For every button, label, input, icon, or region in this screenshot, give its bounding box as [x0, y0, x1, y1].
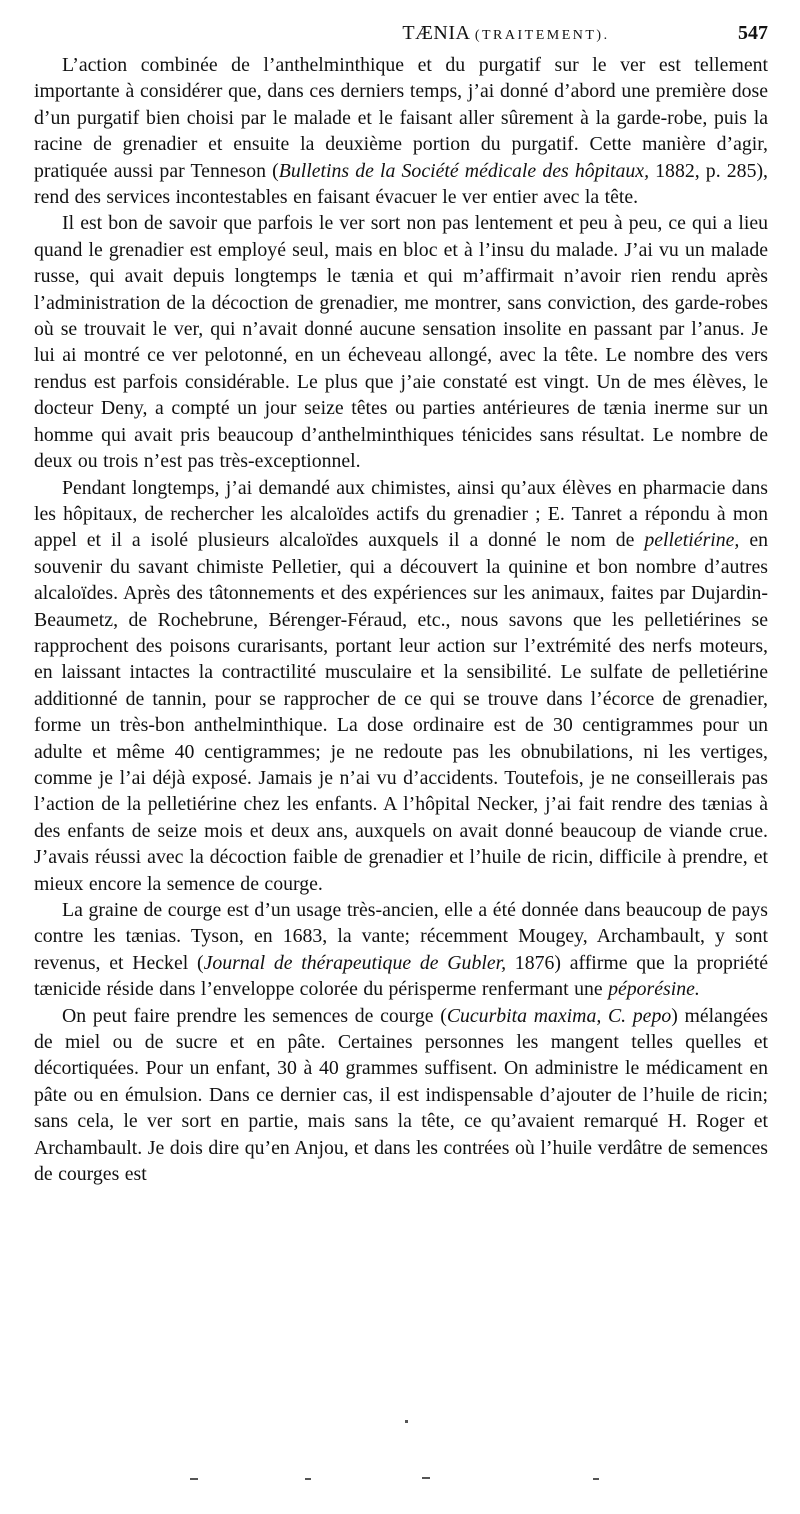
running-title [402, 22, 609, 45]
speck [593, 1478, 599, 1480]
text-run: en souvenir du savant chimiste Pelletier, qui a découvert la quinine et bon nombre d’autres alcaloïdes. Après des tâtonnements et des expériences sur les animaux, faites par Dujardin-Beaumetz, de Rochebrune, Bérenger-Féraud, etc., nous savons que les pelletiérines se rapprochent des poisons curarisants, portant leur action sur l’extrémité des nerfs moteurs, en laissant intactes la contractilité musculaire et la sensibilité. Le sulfate de pelletiérine additionné de tannin, pour se rapprocher de ce qui se trouve dans l’écorce de grenadier, forme un très-bon anthelminthique. La dose ordinaire est de 30 centigrammes pour un adulte et même 40 centigrammes; je ne redoute pas les obnubilations, ni les vertiges, comme je l’ai déjà exposé. Jamais je n’ai vu d’accidents. Toutefois, je ne conseillerais pas l’action de la pelletiérine chez les enfants. A l’hôpital Necker, j’ai fait rendre des tænias à des enfants de seize mois et deux ans, auxquels on avait donné beaucoup de viande crue. J’avais réussi avec la décoction faible de grenadier et l’huile de ricin, difficile à prendre, et mieux encore la semence de courge. [34, 529, 768, 895]
text-run: On peut faire prendre les semences de courge ( [62, 1004, 447, 1027]
page-specks [0, 1420, 800, 1500]
text-run: L’action combinée de l’anthelminthique et du purgatif sur le ver est tellement importante à considérer que, dans ces derniers temps, j’ai donné d’abord une première dose d’un purgatif bien choisi par le malade et le faisant aller sûrement à la garde-robe, puis la racine de grenadier et ensuite la deuxième portion du purgatif. Cette manière d’agir, pratiquée aussi par Tenneson ( [34, 54, 768, 182]
page-number: 547 [738, 22, 768, 44]
running-title-sub: (TRAITEMENT). [474, 28, 610, 43]
speck [305, 1478, 311, 1480]
paragraph [34, 52, 768, 210]
paragraph [34, 897, 768, 1003]
running-header [34, 22, 768, 50]
paragraph [34, 1003, 768, 1188]
text-run: 1882, p. 285), rend des services incontestables en faisant évacuer le ver entier avec la tête. [34, 159, 768, 209]
italic-text: Journal de thérapeutique de Gubler, [203, 951, 507, 974]
italic-text: péporésine. [608, 978, 700, 1001]
speck [405, 1420, 408, 1423]
italic-text: Cucurbita maxima, C. pepo [446, 1004, 672, 1027]
book-page [34, 22, 768, 1187]
paragraph [34, 475, 768, 898]
speck [190, 1478, 198, 1480]
italic-text: Bulletins de la Société médicale des hôpitaux, [278, 159, 650, 182]
italic-text: pelletiérine, [644, 529, 740, 552]
text-run: Pendant longtemps, j’ai demandé aux chimistes, ainsi qu’aux élèves en pharmacie dans les hôpitaux, de rechercher les alcaloïdes actifs du grenadier ; E. Tanret a répondu à mon appel et il a isolé plusieurs alcaloïdes auxquels il a donné le nom de [34, 476, 768, 552]
text-run: La graine de courge est d’un usage très-ancien, elle a été donnée dans beaucoup de pays contre les tænias. Tyson, en 1683, la vante; récemment Mougey, Archambault, y sont revenus, et Heckel ( [34, 899, 768, 974]
text-run: 1876) affirme que la propriété tænicide réside dans l’enveloppe colorée du périsperme renfermant une [34, 951, 768, 1001]
running-title-main: TÆNIA [402, 22, 470, 44]
paragraph [34, 210, 768, 474]
text-run: ) mélangées de miel ou de sucre et en pâte. Certaines personnes les mangent telles quelles et décortiquées. Pour un enfant, 30 à 40 grammes suffisent. On administre le médicament en pâte ou en émulsion. Dans ce dernier cas, il est indispensable d’ajouter de l’huile de ricin; sans cela, le ver sort en partie, mais sans la tête, ce qu’avaient remarqué H. Roger et Archambault. Je dois dire qu’en Anjou, et dans les contrées où l’huile verdâtre de semences de courges est [34, 1004, 768, 1186]
speck [422, 1477, 430, 1479]
text-run: Il est bon de savoir que parfois le ver sort non pas lentement et peu à peu, ce qui a lieu quand le grenadier est employé seul, mais en bloc et à l’insu du malade. J’ai vu un malade russe, qui avait depuis longtemps le tænia et qui m’affirmait n’avoir rien rendu après l’administration de la décoction de grenadier, me montrer, sans conviction, des garde-robes où se trouvait le ver, qui n’avait donné aucune sensation insolite en passant par l’anus. Je lui ai montré ce ver pelotonné, en un écheveau allongé, avec la tête. Le nombre des vers rendus est parfois considérable. Le plus que j’aie constaté est vingt. Un de mes élèves, le docteur Deny, a compté un jour seize têtes ou parties antérieures de tænia inerme sur un homme qui avait pris beaucoup d’anthelminthiques ténicides sans résultat. Le nombre de deux ou trois n’est pas très-exceptionnel. [34, 212, 768, 473]
body-text [34, 52, 768, 1187]
